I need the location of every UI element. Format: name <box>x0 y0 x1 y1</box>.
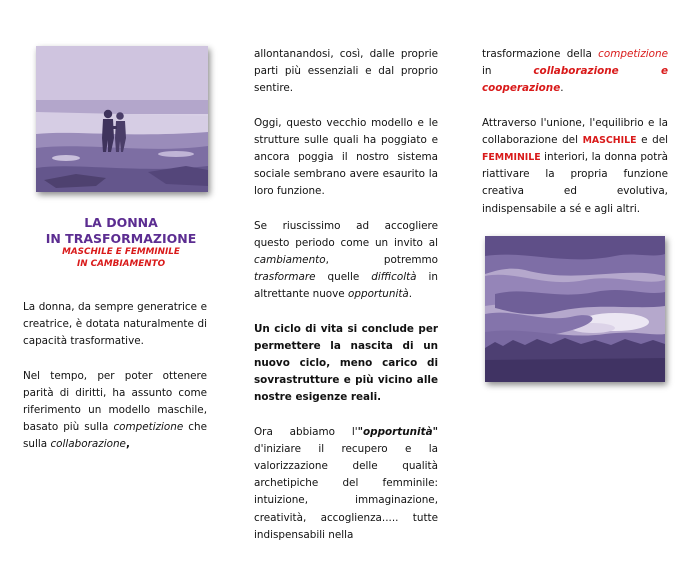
femminile-red: FEMMINILE <box>482 152 541 164</box>
collaborazione-cooperazione-red: collaborazione e cooperazione <box>482 65 668 95</box>
middle-column-text <box>254 46 438 561</box>
right-column-text <box>482 46 668 235</box>
subtitle-line-2: IN CAMBIAMENTO <box>76 259 166 269</box>
sky-clouds-photo <box>485 236 665 382</box>
middle-paragraph-4: Un ciclo di vita si conclude per permettere la nascita di un nuovo ciclo, meno carico di sovrastrutture e più vicino alle nostre esigenze reali. <box>254 322 438 404</box>
opportunita-quote-emph: "opportunità" <box>357 425 438 438</box>
middle-paragraph-3: Se riuscissimo ad accogliere questo periodo come un invito al cambiamento, potremmo trasformare quelle difficoltà in altrettante nuove opportunità. <box>254 219 438 301</box>
left-column-text <box>23 299 207 471</box>
trasformare-emph: trasformare <box>254 271 316 284</box>
competizione-red: competizione <box>598 48 668 60</box>
maschile-red: MASCHILE <box>582 134 637 146</box>
competizione-emph: competizione <box>113 421 184 434</box>
middle-paragraph-5: Ora abbiamo l'"opportunità" d'iniziare il recupero e la valorizzazione delle qualità archetipiche del femminile: intuizione, immaginazione, creatività, accoglienza..... tutte indispensabili nella <box>254 425 438 541</box>
collaborazione-emph: collaborazione <box>50 438 126 451</box>
title-line-1: LA DONNA <box>84 215 158 230</box>
middle-paragraph-1: allontanandosi, così, dalle proprie parti più essenziali e dal proprio sentire. <box>254 48 438 95</box>
right-paragraph-1: trasformazione della competizione in collaborazione e cooperazione. <box>482 48 668 95</box>
couple-beach-photo <box>36 46 208 192</box>
left-paragraph-1: La donna, da sempre generatrice e creatrice, è dotata naturalmente di capacità trasformative. <box>23 301 207 348</box>
subtitle-line-1: MASCHILE E FEMMINILE <box>62 247 180 257</box>
difficolta-emph: difficoltà <box>371 271 417 284</box>
opportunita-emph: opportunità <box>348 288 409 301</box>
brochure-title-block <box>20 215 222 270</box>
middle-paragraph-2: Oggi, questo vecchio modello e le strutture sulle quali ha poggiato e ancora poggia il nostro sistema sociale sembrano avere esaurito la loro funzione. <box>254 116 438 198</box>
right-paragraph-2: Attraverso l'unione, l'equilibrio e la collaborazione del MASCHILE e del FEMMINILE interiori, la donna potrà riattivare la propria funzione creativa ed evolutiva, indispensabile a sé e agli altri. <box>482 116 668 215</box>
left-paragraph-2: Nel tempo, per poter ottenere parità di diritti, ha assunto come riferimento un modello maschile, basato più sulla competizione che sulla collaborazione, <box>23 369 207 451</box>
cambiamento-emph: cambiamento <box>254 254 326 267</box>
title-line-2: IN TRASFORMAZIONE <box>45 230 197 246</box>
